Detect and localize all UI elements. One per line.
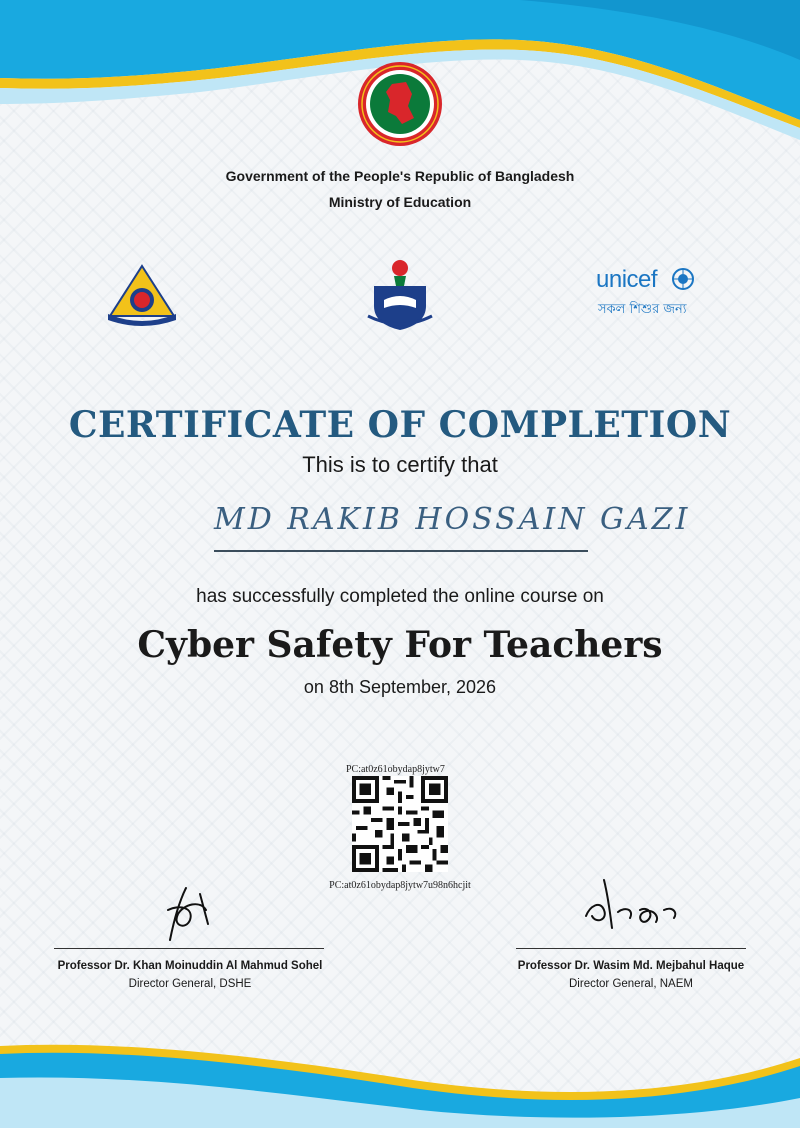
ministry-name: Ministry of Education	[328, 194, 472, 210]
verification-code-bottom: PC:at0z61obydap8jytw7u98n6hcjit	[329, 880, 471, 891]
unicef-tagline: সকল শিশুর জন্য	[598, 302, 687, 317]
certificate-title: CERTIFICATE OF COMPLETION	[68, 404, 732, 446]
completion-statement: has successfully completed the online course on	[196, 586, 604, 607]
signature-left-image	[150, 880, 220, 944]
signatory-name-right: Professor Dr. Wasim Md. Mejbahul Haque	[517, 960, 745, 972]
certify-intro: This is to certify that	[302, 452, 498, 477]
bottom-wave-decoration	[0, 1038, 800, 1128]
signature-line-right	[516, 948, 746, 949]
signature-line-left	[54, 948, 324, 949]
course-name: Cyber Safety For Teachers	[137, 624, 663, 666]
verification-code-top: PC:at0z61obydap8jytw7	[346, 764, 445, 775]
qr-code-icon[interactable]	[352, 776, 448, 872]
dshe-logo-icon	[106, 262, 178, 326]
recipient-underline	[214, 550, 588, 552]
government-name: Government of the People's Republic of Bangladesh	[225, 168, 575, 184]
naem-logo-icon	[364, 256, 436, 332]
signatory-name-left: Professor Dr. Khan Moinuddin Al Mahmud Sohel	[57, 960, 323, 972]
unicef-globe-icon	[672, 268, 694, 290]
signatory-role-left: Director General, DSHE	[128, 978, 252, 990]
unicef-logo	[590, 262, 710, 322]
bangladesh-government-seal-icon	[356, 60, 444, 148]
completion-date: on 8th September, 2026	[303, 677, 497, 697]
recipient-name: MD RAKIB HOSSAIN GAZI	[214, 502, 691, 537]
signatory-role-right: Director General, NAEM	[569, 978, 693, 990]
unicef-wordmark: unicef	[596, 266, 658, 293]
signature-right-image	[578, 876, 688, 936]
